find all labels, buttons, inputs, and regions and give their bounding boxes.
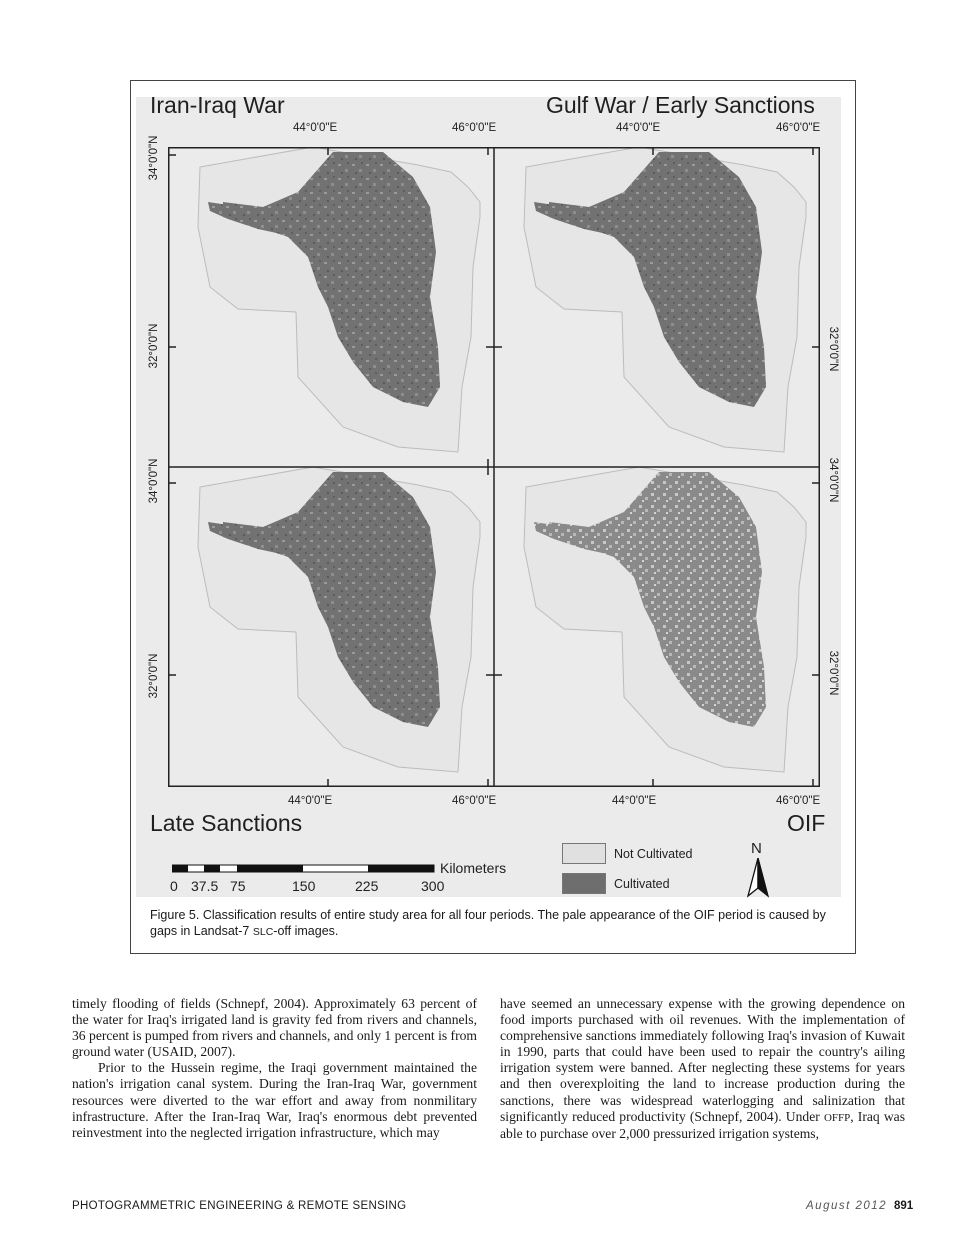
map-panel-iran-iraq-war [198, 147, 480, 452]
lon-label-top-46-left: 46°0'0"E [452, 122, 497, 134]
lon-label-top-44-right: 44°0'0"E [616, 122, 661, 134]
figure-caption [150, 907, 840, 940]
body-column-right [500, 996, 905, 1142]
map-panel-gulf-war [524, 147, 806, 452]
lat-label-left-32-top: 32°0'0"N [148, 323, 160, 369]
paragraph: Prior to the Hussein regime, the Iraqi government maintained the nation's irrigation canal system. During the Iran-Iraq War, government resources were diverted to the war effort and away from nonmilitary infrastructure. After the Iran-Iraq War, Iraq's enormous debt prevented reinvestment into the neglected irrigation infrastructure, which may [72, 1060, 477, 1140]
scale-tick-0: 0 [170, 878, 178, 894]
journal-name: PHOTOGRAMMETRIC ENGINEERING & REMOTE SENSING [72, 1200, 407, 1212]
legend-label-not-cultivated: Not Cultivated [614, 847, 693, 861]
caption-label: Figure 5. [150, 908, 200, 922]
lon-label-top-44-left: 44°0'0"E [293, 122, 338, 134]
lon-label-bottom-46-left: 46°0'0"E [452, 795, 497, 807]
page-number: 891 [894, 1200, 914, 1212]
legend-swatch-not-cultivated [562, 843, 606, 864]
lon-label-top-46-right: 46°0'0"E [776, 122, 821, 134]
panel-title-gulf-war: Gulf War / Early Sanctions [546, 92, 815, 118]
legend-swatch-cultivated [562, 873, 606, 894]
paragraph [500, 996, 905, 1142]
lon-label-bottom-44-right: 44°0'0"E [612, 795, 657, 807]
paragraph-text: have seemed an unnecessary expense with the growing dependence on food imports purchased with oil revenues. With the implementation of comprehensive sanctions immediately following Iraq's invasion of Kuwait in 1990, parts that could have been used to repair the country's ailing irrigation system were banned. After neglecting these systems for years and then overexploiting the land to increase production during the sanctions, there was widespread waterlogging and salinization that significantly reduced productivity (Schnepf, 2004). Under [500, 996, 905, 1124]
map-panel-oif [524, 467, 806, 772]
lon-label-bottom-44-left: 44°0'0"E [288, 795, 333, 807]
paragraph: timely flooding of fields (Schnepf, 2004). Approximately 63 percent of the water for Iraq's irrigated land is gravity fed from rivers and channels, 36 percent is pumped from rivers and channels, and only 1 percent is from ground water (USAID, 2007). [72, 996, 477, 1060]
north-arrow-icon [745, 858, 771, 898]
panel-title-oif: OIF [787, 810, 826, 836]
lon-label-bottom-46-right: 46°0'0"E [776, 795, 821, 807]
lat-label-right-34-bottom: 34°0'0"N [827, 457, 839, 503]
lat-label-left-34-top: 34°0'0"N [148, 135, 160, 181]
scale-tick-225: 225 [355, 878, 379, 894]
lat-label-left-34-bottom: 34°0'0"N [148, 458, 160, 504]
legend-label-cultivated: Cultivated [614, 877, 670, 891]
issue-date: August 2012 [806, 1200, 888, 1212]
scale-tick-37-5: 37.5 [191, 878, 219, 894]
paragraph-text-end: , Iraq was able to purchase over 2,000 pressurized irrigation systems, [500, 1108, 905, 1141]
scale-tick-300: 300 [421, 878, 445, 894]
panel-title-late-sanctions: Late Sanctions [150, 810, 303, 836]
classification-maps [168, 147, 820, 787]
body-column-left [72, 996, 477, 1141]
north-arrow-label: N [751, 840, 762, 857]
scale-tick-150: 150 [292, 878, 316, 894]
scale-bar-unit: Kilometers [440, 860, 507, 876]
lat-label-right-32-top: 32°0'0"N [827, 326, 839, 372]
lat-label-left-32-bottom: 32°0'0"N [148, 653, 160, 699]
caption-text: Classification results of entire study area for all four periods. The pale appearance of the OIF period is caused by gaps in Landsat-7 [150, 908, 826, 938]
caption-text-end: -off images. [273, 924, 339, 938]
scale-tick-75: 75 [230, 878, 246, 894]
scale-bar [172, 862, 436, 874]
abbrev-offp: OFFP [823, 1111, 851, 1124]
panel-title-iran-iraq-war: Iran-Iraq War [150, 92, 285, 118]
caption-abbrev: SLC [252, 926, 274, 938]
map-panel-late-sanctions [198, 467, 480, 772]
lat-label-right-32-bottom: 32°0'0"N [827, 650, 839, 696]
